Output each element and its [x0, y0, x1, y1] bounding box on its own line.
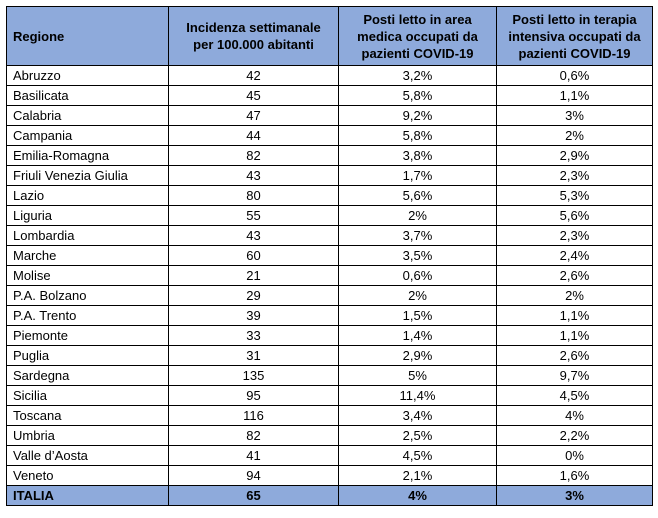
table-row: [7, 126, 653, 146]
cell-medical-area-beds: 2,1%: [339, 466, 497, 486]
table-row: [7, 366, 653, 386]
table-row: [7, 386, 653, 406]
table-row: [7, 466, 653, 486]
cell-medical-area-beds: 5,6%: [339, 186, 497, 206]
cell-medical-area-beds: 1,7%: [339, 166, 497, 186]
cell-weekly-incidence: 94: [169, 466, 339, 486]
cell-intensive-care-beds: 0%: [497, 446, 653, 466]
cell-region: Friuli Venezia Giulia: [7, 166, 169, 186]
cell-medical-area-beds: 3,7%: [339, 226, 497, 246]
cell-medical-area-beds: 0,6%: [339, 266, 497, 286]
cell-weekly-incidence: 44: [169, 126, 339, 146]
table-row: [7, 206, 653, 226]
table-row: [7, 406, 653, 426]
cell-intensive-care-beds: 1,1%: [497, 326, 653, 346]
cell-region: Piemonte: [7, 326, 169, 346]
table-row: [7, 266, 653, 286]
cell-intensive-care-beds: 2,6%: [497, 266, 653, 286]
cell-region: Abruzzo: [7, 66, 169, 86]
table-row: [7, 306, 653, 326]
cell-weekly-incidence: 43: [169, 226, 339, 246]
table-body: [7, 66, 653, 506]
cell-weekly-incidence: 135: [169, 366, 339, 386]
cell-intensive-care-beds: 1,1%: [497, 306, 653, 326]
cell-medical-area-beds: 5,8%: [339, 86, 497, 106]
cell-weekly-incidence: 41: [169, 446, 339, 466]
cell-medical-area-beds: 2,9%: [339, 346, 497, 366]
cell-region: Sicilia: [7, 386, 169, 406]
cell-region: Marche: [7, 246, 169, 266]
cell-region: Sardegna: [7, 366, 169, 386]
table-header: [7, 7, 653, 66]
cell-weekly-incidence: 42: [169, 66, 339, 86]
cell-intensive-care-beds: 1,6%: [497, 466, 653, 486]
cell-medical-area-beds: 2%: [339, 206, 497, 226]
cell-weekly-incidence: 43: [169, 166, 339, 186]
cell-medical-area-beds: 5,8%: [339, 126, 497, 146]
table-row: [7, 106, 653, 126]
cell-medical-area-beds: 9,2%: [339, 106, 497, 126]
cell-medical-area-beds: 2%: [339, 286, 497, 306]
cell-weekly-incidence: 80: [169, 186, 339, 206]
cell-region: Puglia: [7, 346, 169, 366]
cell-region: P.A. Bolzano: [7, 286, 169, 306]
cell-medical-area-beds: 1,5%: [339, 306, 497, 326]
cell-intensive-care-beds: 2,6%: [497, 346, 653, 366]
cell-weekly-incidence: 21: [169, 266, 339, 286]
cell-intensive-care-beds: 5,6%: [497, 206, 653, 226]
cell-weekly-incidence: 116: [169, 406, 339, 426]
cell-intensive-care-beds: 4,5%: [497, 386, 653, 406]
cell-region: Basilicata: [7, 86, 169, 106]
header-weekly-incidence: Incidenza settimanale per 100.000 abitanti: [169, 7, 339, 66]
cell-medical-area-beds: 3,4%: [339, 406, 497, 426]
cell-intensive-care-beds: 2%: [497, 126, 653, 146]
total-row: [7, 486, 653, 506]
cell-intensive-care-beds: 1,1%: [497, 86, 653, 106]
total-cell-weekly-incidence: 65: [169, 486, 339, 506]
cell-intensive-care-beds: 3%: [497, 106, 653, 126]
cell-medical-area-beds: 3,2%: [339, 66, 497, 86]
header-row: [7, 7, 653, 66]
cell-weekly-incidence: 60: [169, 246, 339, 266]
cell-intensive-care-beds: 9,7%: [497, 366, 653, 386]
table-row: [7, 446, 653, 466]
header-intensive-care-beds: Posti letto in terapia intensiva occupati da pazienti COVID-19: [497, 7, 653, 66]
cell-medical-area-beds: 3,5%: [339, 246, 497, 266]
cell-region: Lazio: [7, 186, 169, 206]
table-row: [7, 146, 653, 166]
cell-medical-area-beds: 1,4%: [339, 326, 497, 346]
table-row: [7, 166, 653, 186]
cell-weekly-incidence: 55: [169, 206, 339, 226]
cell-weekly-incidence: 82: [169, 146, 339, 166]
cell-weekly-incidence: 39: [169, 306, 339, 326]
cell-weekly-incidence: 29: [169, 286, 339, 306]
cell-region: Veneto: [7, 466, 169, 486]
cell-medical-area-beds: 2,5%: [339, 426, 497, 446]
cell-intensive-care-beds: 2,9%: [497, 146, 653, 166]
cell-region: Umbria: [7, 426, 169, 446]
total-cell-region: ITALIA: [7, 486, 169, 506]
cell-weekly-incidence: 45: [169, 86, 339, 106]
table-row: [7, 346, 653, 366]
total-cell-medical-area-beds: 4%: [339, 486, 497, 506]
cell-region: Campania: [7, 126, 169, 146]
cell-intensive-care-beds: 2,4%: [497, 246, 653, 266]
cell-medical-area-beds: 4,5%: [339, 446, 497, 466]
table-row: [7, 286, 653, 306]
cell-intensive-care-beds: 2,3%: [497, 226, 653, 246]
cell-intensive-care-beds: 2,3%: [497, 166, 653, 186]
cell-medical-area-beds: 11,4%: [339, 386, 497, 406]
table-row: [7, 186, 653, 206]
cell-region: P.A. Trento: [7, 306, 169, 326]
cell-weekly-incidence: 82: [169, 426, 339, 446]
cell-intensive-care-beds: 2,2%: [497, 426, 653, 446]
total-cell-intensive-care-beds: 3%: [497, 486, 653, 506]
cell-intensive-care-beds: 4%: [497, 406, 653, 426]
regional-covid-table: [6, 6, 653, 506]
table-row: [7, 226, 653, 246]
cell-intensive-care-beds: 2%: [497, 286, 653, 306]
cell-intensive-care-beds: 5,3%: [497, 186, 653, 206]
table-row: [7, 66, 653, 86]
cell-region: Valle d’Aosta: [7, 446, 169, 466]
cell-weekly-incidence: 31: [169, 346, 339, 366]
header-medical-area-beds: Posti letto in area medica occupati da pazienti COVID-19: [339, 7, 497, 66]
cell-medical-area-beds: 3,8%: [339, 146, 497, 166]
cell-weekly-incidence: 33: [169, 326, 339, 346]
cell-region: Liguria: [7, 206, 169, 226]
cell-weekly-incidence: 95: [169, 386, 339, 406]
cell-region: Lombardia: [7, 226, 169, 246]
cell-weekly-incidence: 47: [169, 106, 339, 126]
header-region: Regione: [7, 7, 169, 66]
cell-region: Molise: [7, 266, 169, 286]
cell-region: Calabria: [7, 106, 169, 126]
cell-intensive-care-beds: 0,6%: [497, 66, 653, 86]
cell-medical-area-beds: 5%: [339, 366, 497, 386]
table-row: [7, 246, 653, 266]
table-row: [7, 326, 653, 346]
table-row: [7, 426, 653, 446]
table-row: [7, 86, 653, 106]
cell-region: Toscana: [7, 406, 169, 426]
cell-region: Emilia-Romagna: [7, 146, 169, 166]
